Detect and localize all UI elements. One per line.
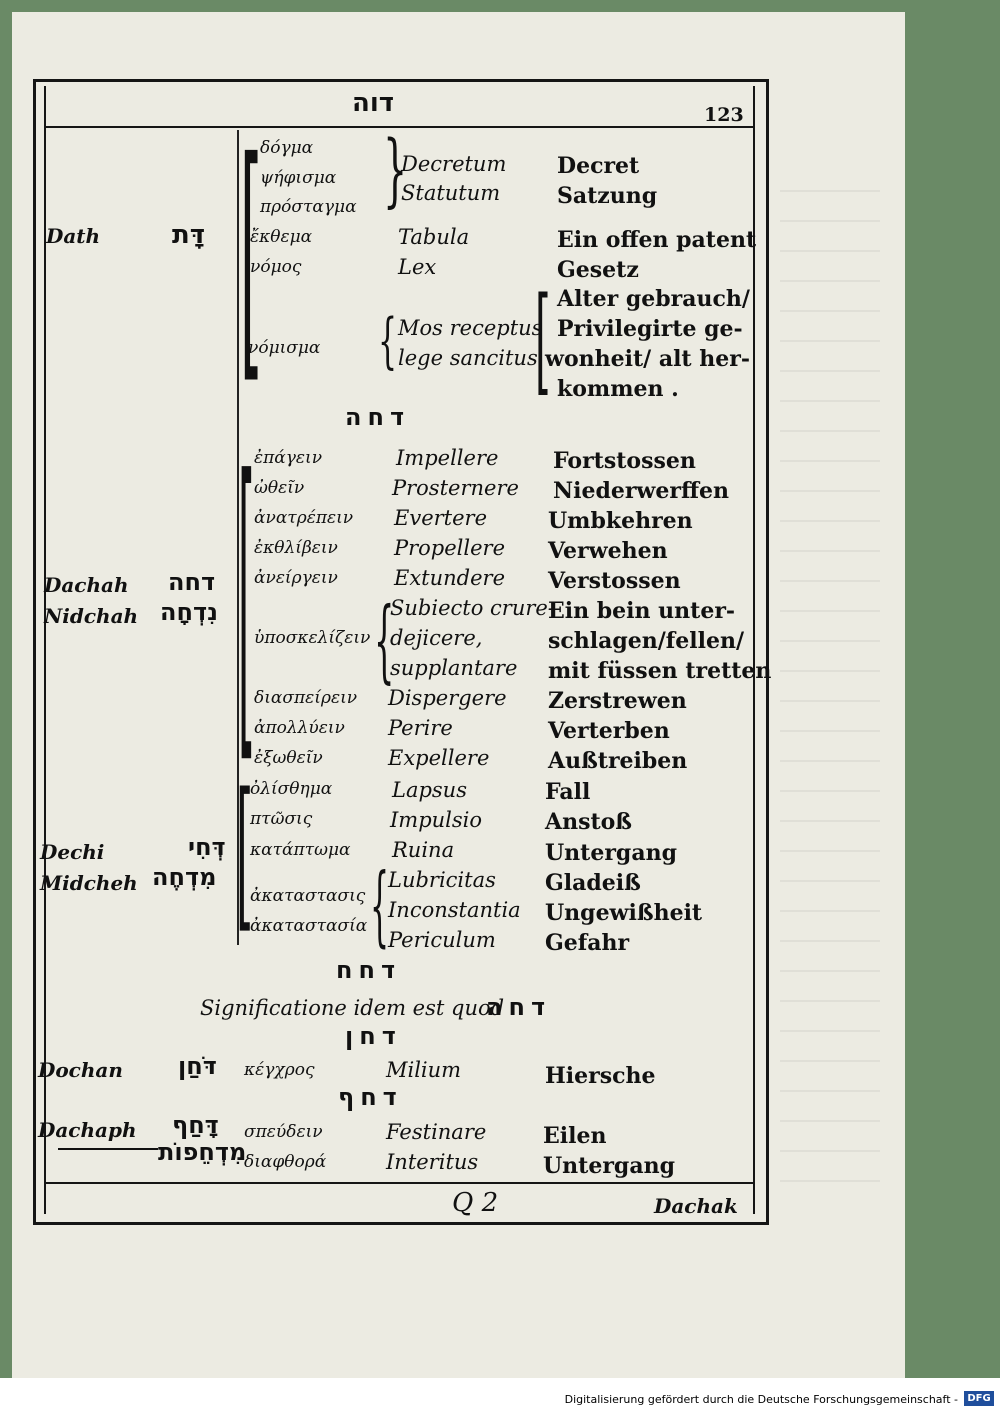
greek-term: ψήφισμα [260,168,337,188]
latin-term: Subiecto crure- [390,596,555,620]
german-term: kommen . [557,376,679,402]
greek-term: ὀλίσθημα [250,779,333,799]
page-number: 123 [704,104,744,126]
german-term: Gesetz [557,257,639,283]
latin-term: Propellere [394,536,506,560]
greek-term: δόγμα [260,138,314,158]
german-term: Alter gebrauch/ [557,286,750,312]
german-term: Verwehen [548,538,668,564]
latin-term: Inconstantia [388,898,521,922]
greek-term: διασπείρειν [254,688,358,708]
german-term: Zerstrewen [548,688,687,714]
entry-name: Dath [46,224,101,248]
greek-term: ἀνείργειν [254,568,338,588]
german-term: Umbkehren [548,508,693,534]
german-term: Privilegirte ge- [557,316,743,342]
greek-term: κέγχρος [244,1060,315,1080]
german-term: Verstossen [548,568,681,594]
latin-term: Lubricitas [388,868,496,892]
greek-term: σπεύδειν [244,1122,323,1142]
brace: } [383,123,408,217]
latin-term: Lex [398,255,437,279]
greek-term: ἔκθεμα [250,227,313,247]
german-term: Anstoß [545,809,633,835]
latin-term: Extundere [394,566,505,590]
greek-term: ἀκαταστασις [250,886,366,906]
german-term: Untergang [543,1153,675,1179]
german-term: Außtreiben [548,748,688,774]
latin-term: supplantare [390,656,518,680]
signification-note: Significatione idem est quod [200,996,505,1020]
german-term: Verterben [548,718,670,744]
greek-term: ἐξωθεῖν [254,748,323,768]
greek-term: ἐκθλίβειν [254,538,338,558]
brace: { [370,857,390,959]
latin-term: Prosternere [392,476,519,500]
brace: [ [238,410,255,793]
greek-term: ἀκαταστασία [250,916,368,936]
greek-term: νόμος [250,257,302,277]
frame-inner-left-rule [44,86,46,1214]
section-heading: דחח [336,956,402,984]
hebrew-word: מִדְחֶה [152,863,217,891]
german-term: Niederwerffen [553,478,730,504]
scan-background [905,12,1000,1378]
latin-term: Impulsio [390,808,483,832]
german-term: Gladeiß [545,870,641,896]
brace: [ [535,275,551,409]
brace: [ [240,111,262,410]
catchword: Dachak [654,1194,738,1218]
greek-term: ἀπολλύειν [254,718,345,738]
german-term: Hiersche [545,1063,656,1089]
german-term: Ein bein unter- [548,598,736,624]
brace: { [374,587,395,694]
latin-term: Expellere [388,746,490,770]
latin-term: Lapsus [392,778,467,802]
latin-term: Impellere [396,446,499,470]
signification-hebrew: דחה [486,993,552,1021]
german-term: schlagen/fellen/ [548,628,745,654]
section-heading: דחן [345,1022,402,1050]
hebrew-word: דָּת [172,220,206,250]
signature-mark: Q 2 [452,1188,499,1218]
entry-name: Dochan [38,1058,123,1082]
section-heading: דחה [345,403,411,431]
german-term: Satzung [557,183,658,209]
greek-term: πρόσταγμα [260,197,357,217]
german-term: Ein offen patent [557,227,757,253]
greek-term: διαφθορά [244,1152,327,1172]
greek-term: ὑποσκελίζειν [254,628,371,648]
section-heading: דחף [338,1083,403,1111]
hebrew-word: דֹּחַן [178,1052,217,1080]
german-term: Fall [545,779,591,805]
german-term: Ungewißheit [545,900,703,926]
entry-name: Midcheh [40,871,138,895]
greek-term: ἀνατρέπειν [254,508,354,528]
hebrew-word: דְּחִי [188,833,226,861]
entry-name: Dachah [44,573,129,597]
greek-term: ὠθεῖν [254,478,305,498]
german-term: Decret [557,153,640,179]
entry-name: Dechi [40,840,105,864]
greek-term: ἐπάγειν [254,448,323,468]
latin-term: Milium [386,1058,462,1082]
latin-term: Statutum [401,181,501,205]
connector-line [58,1148,158,1150]
german-term: Gefahr [545,930,630,956]
latin-term: Tabula [398,225,470,249]
entry-name: Dachaph [38,1118,137,1142]
brace: { [378,307,398,377]
german-term: Eilen [543,1123,607,1149]
latin-term: Decretum [401,152,507,176]
greek-term: νόμισμα [248,338,321,358]
greek-term: πτῶσις [250,809,313,829]
german-term: Untergang [545,840,677,866]
hebrew-word: דחה [168,568,216,596]
latin-term: Dispergere [388,686,507,710]
german-term: Fortstossen [553,448,696,474]
german-term: wonheit/ alt her- [545,346,750,372]
latin-term: Interitus [386,1150,479,1174]
entry-name: Nidchah [44,604,139,628]
latin-term: Mos receptus [398,316,543,340]
latin-term: Periculum [388,928,496,952]
running-head: דוה [352,88,395,118]
hebrew-word: מִדְחֵפוֹת [158,1138,247,1166]
bleed-through [780,190,880,1190]
greek-term: κατάπτωμα [250,840,351,860]
latin-term: Festinare [386,1120,487,1144]
hebrew-word: נִדְחָה [160,598,218,626]
footer-rule [44,1182,754,1184]
latin-term: lege sancitus [398,346,538,370]
latin-term: Ruina [392,838,455,862]
german-term: mit füssen tretten [548,658,772,684]
latin-term: Perire [388,716,453,740]
frame-inner-right-rule [753,86,755,1214]
brace: [ [236,761,254,950]
dfg-logo-icon: DFG [964,1391,994,1406]
hebrew-word: דָּחַף [172,1111,219,1139]
latin-term: dejicere, [390,626,483,650]
footer-credit: Digitalisierung gefördert durch die Deutsche Forschungsgemeinschaft - [564,1393,958,1406]
latin-term: Evertere [394,506,487,530]
